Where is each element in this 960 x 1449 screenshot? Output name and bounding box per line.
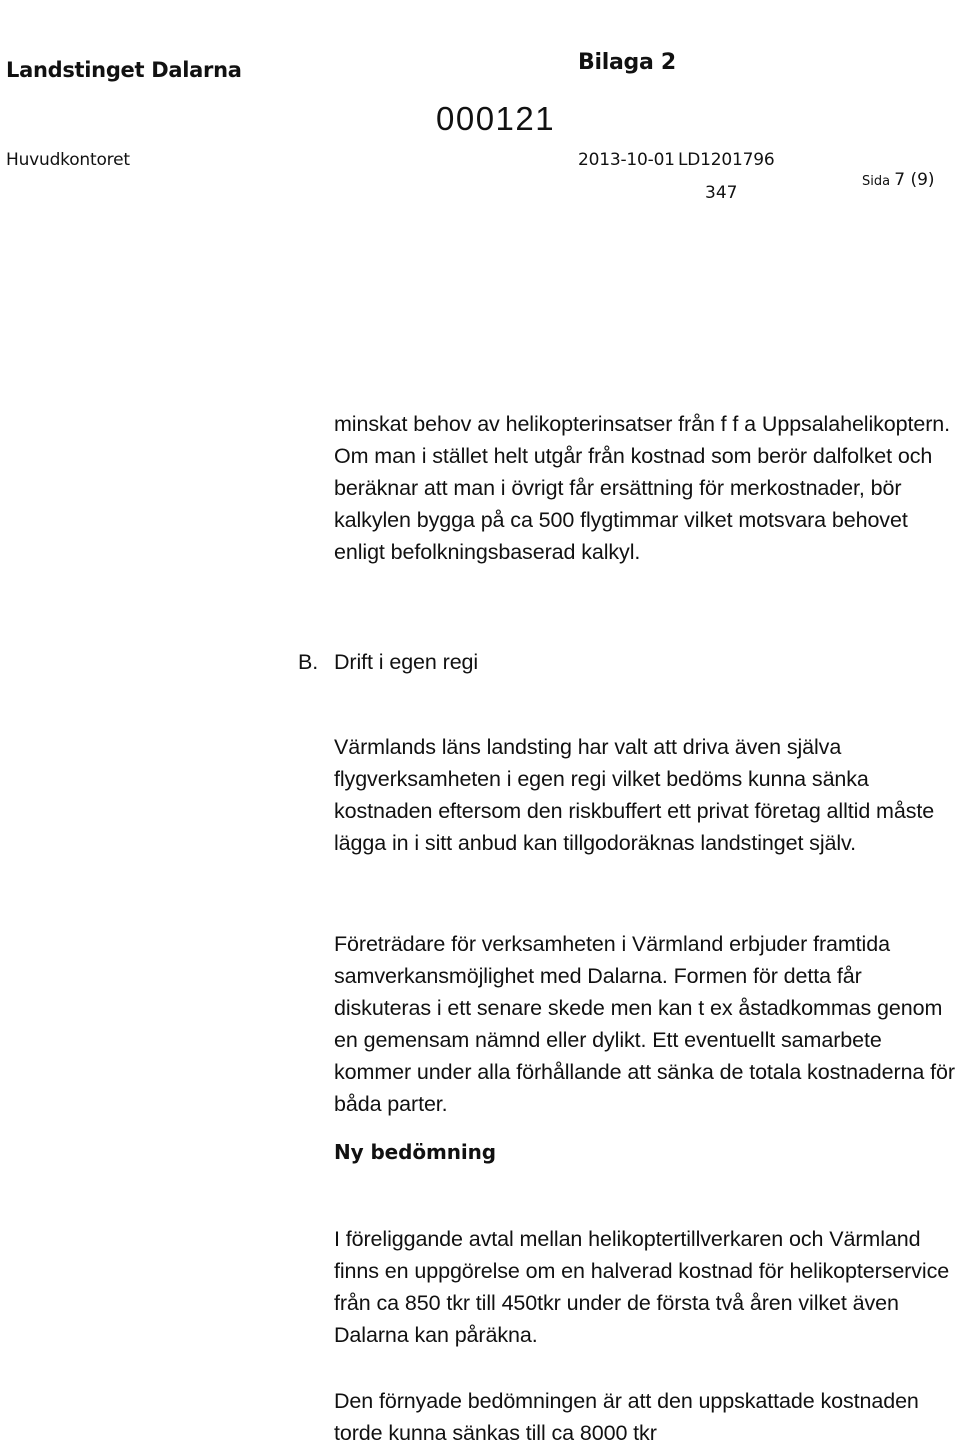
attachment-label: Bilaga 2: [578, 50, 676, 75]
section-letter: B.: [298, 650, 319, 674]
stamp-number: 000121: [436, 100, 556, 137]
page-number: 7 (9): [894, 170, 935, 190]
section-heading: [298, 646, 956, 678]
section-title: Drift i egen regi: [334, 650, 479, 674]
document-date: 2013-10-01: [578, 150, 675, 170]
page-label: Sida: [862, 174, 891, 189]
paragraph: minskat behov av helikopterinsatser från f f a Uppsalahelikoptern. Om man i stället helt utgår från kostnad som berör dalfolket och beräknar att man i övrigt får ersättning för merkostnader, bör kalkylen bygga på ca 500 flygtimmar vilket motsvara behovet enligt befolkningsbaserad kalkyl.: [334, 411, 951, 564]
subsection-heading: Ny bedömning: [334, 1140, 496, 1164]
case-number: 347: [705, 183, 738, 203]
department-name: Huvudkontoret: [6, 150, 130, 170]
paragraph: Den förnyade bedömningen är att den uppskattade kostnaden torde kunna sänkas till ca 8000 tkr: [334, 1388, 919, 1445]
paragraph: Företrädare för verksamheten i Värmland erbjuder framtida samverkansmöjlighet med Dalarna. Formen för detta får diskuteras i ett senare skede men kan t ex åstadkommas genom en gemensam nämnd eller dylikt. Ett eventuellt samarbete kommer under alla förhållande att sänka de totala kostnaderna för båda parter.: [334, 931, 955, 1116]
organization-name: Landstinget Dalarna: [6, 58, 242, 82]
paragraph: Värmlands läns landsting har valt att driva även själva flygverksamheten i egen regi vilket bedöms kunna sänka kostnaden eftersom den riskbuffert ett privat företag alltid måste lägga in i sitt anbud kan tillgodoräknas landstinget själv.: [334, 734, 935, 855]
page-indicator: [862, 170, 935, 190]
reference-number: LD1201796: [678, 150, 775, 170]
paragraph: I föreliggande avtal mellan helikoptertillverkaren och Värmland finns en uppgörelse om en halverad kostnad för helikopterservice från ca 850 tkr till 450tkr under de första två åren vilket även Dalarna kan påräkna.: [334, 1226, 950, 1347]
